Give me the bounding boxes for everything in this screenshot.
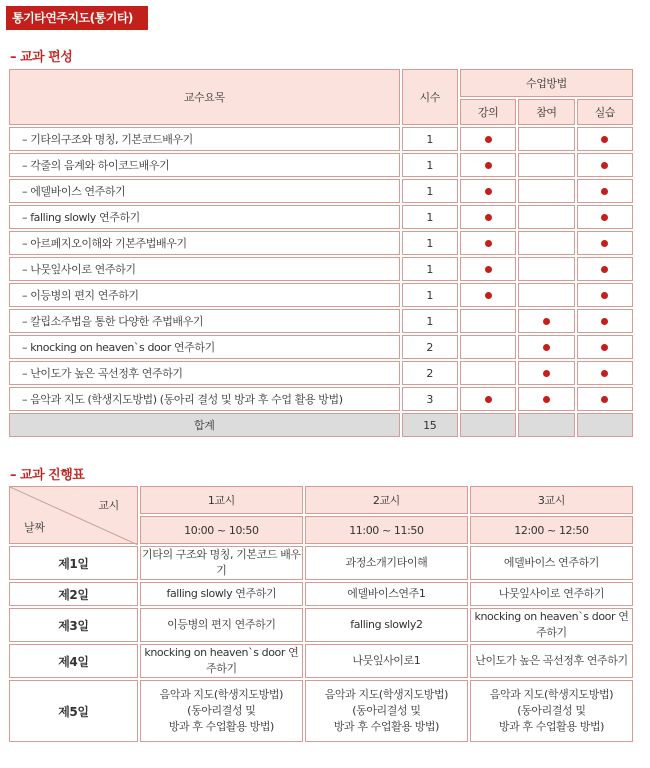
period-2-header: 2교시 xyxy=(305,486,468,514)
practice-cell xyxy=(577,309,633,333)
method-dot-icon xyxy=(601,214,608,221)
method-dot-icon xyxy=(485,188,492,195)
method-dot-icon xyxy=(601,240,608,247)
period-cell-line: (동아리결성 및 xyxy=(187,704,256,717)
lecture-cell xyxy=(460,127,516,151)
period-2-time: 11:00 ~ 11:50 xyxy=(305,516,468,544)
subject-cell: – knocking on heaven`s door 연주하기 xyxy=(9,335,400,359)
schedule-row xyxy=(9,680,633,742)
period-cell: 과정소개기타이해 xyxy=(305,546,468,580)
participation-cell xyxy=(518,257,574,281)
day-label: 제2일 xyxy=(9,582,138,606)
curriculum-row xyxy=(9,205,633,229)
period-cell-line: 음악과 지도(학생지도방법) xyxy=(324,688,449,701)
period-cell: knocking on heaven`s door 연주하기 xyxy=(140,644,303,678)
hours-cell: 1 xyxy=(402,205,458,229)
page-title: 통기타연주지도(통기타) xyxy=(6,6,148,30)
hours-cell: 1 xyxy=(402,231,458,255)
method-dot-icon xyxy=(543,370,550,377)
practice-cell xyxy=(577,283,633,307)
header-practice: 실습 xyxy=(577,99,633,125)
subject-cell: – 난이도가 높은 곡선정후 연주하기 xyxy=(9,361,400,385)
period-cell-line: 방과 후 수업활용 방법) xyxy=(168,720,274,733)
participation-cell xyxy=(518,231,574,255)
period-3-header: 3교시 xyxy=(470,486,633,514)
period-cell: 난이도가 높은 곡선정후 연주하기 xyxy=(470,644,633,678)
participation-cell xyxy=(518,179,574,203)
participation-cell xyxy=(518,127,574,151)
participation-cell xyxy=(518,205,574,229)
subject-cell: – 음악과 지도 (학생지도방법) (동아리 결성 및 방과 후 수업 활용 방법) xyxy=(9,387,400,411)
lecture-cell xyxy=(460,309,516,333)
period-cell-line: 방과 후 수업활용 방법) xyxy=(333,720,439,733)
section-title-schedule: – 교과 진행표 xyxy=(10,468,85,483)
period-1-time: 10:00 ~ 10:50 xyxy=(140,516,303,544)
curriculum-row xyxy=(9,127,633,151)
practice-cell xyxy=(577,127,633,151)
method-dot-icon xyxy=(485,266,492,273)
day-label: 제4일 xyxy=(9,644,138,678)
corner-date-label: 날짜 xyxy=(24,521,45,534)
day-label: 제1일 xyxy=(9,546,138,580)
participation-cell xyxy=(518,309,574,333)
corner-header xyxy=(9,486,138,544)
curriculum-row xyxy=(9,153,633,177)
curriculum-row xyxy=(9,387,633,411)
hours-cell: 1 xyxy=(402,127,458,151)
corner-period-label: 교시 xyxy=(98,499,119,512)
header-subject: 교수요목 xyxy=(9,69,400,125)
method-dot-icon xyxy=(485,396,492,403)
schedule-row xyxy=(9,582,633,606)
lecture-cell xyxy=(460,231,516,255)
practice-cell xyxy=(577,231,633,255)
period-cell-line: (동아리결성 및 xyxy=(517,704,586,717)
practice-cell xyxy=(577,179,633,203)
hours-cell: 2 xyxy=(402,361,458,385)
method-dot-icon xyxy=(601,136,608,143)
header-method: 수업방법 xyxy=(460,69,633,97)
schedule-table xyxy=(7,484,635,744)
lecture-cell xyxy=(460,257,516,281)
lecture-cell xyxy=(460,387,516,411)
total-empty-cell xyxy=(518,413,574,437)
period-cell xyxy=(140,680,303,742)
curriculum-row xyxy=(9,179,633,203)
method-dot-icon xyxy=(485,292,492,299)
hours-cell: 1 xyxy=(402,179,458,203)
day-label: 제5일 xyxy=(9,680,138,742)
method-dot-icon xyxy=(601,162,608,169)
subject-cell: – 나뭇잎사이로 연주하기 xyxy=(9,257,400,281)
total-label: 합계 xyxy=(9,413,400,437)
method-dot-icon xyxy=(601,396,608,403)
method-dot-icon xyxy=(601,370,608,377)
lecture-cell xyxy=(460,283,516,307)
day-label: 제3일 xyxy=(9,608,138,642)
participation-cell xyxy=(518,283,574,307)
period-cell-line: (동아리결성 및 xyxy=(352,704,421,717)
subject-cell: – 기타의구조와 명칭, 기본코드배우기 xyxy=(9,127,400,151)
total-hours: 15 xyxy=(402,413,458,437)
header-participation: 참여 xyxy=(518,99,574,125)
method-dot-icon xyxy=(485,162,492,169)
curriculum-row xyxy=(9,335,633,359)
participation-cell xyxy=(518,361,574,385)
participation-cell xyxy=(518,335,574,359)
hours-cell: 1 xyxy=(402,283,458,307)
period-cell xyxy=(305,680,468,742)
practice-cell xyxy=(577,335,633,359)
hours-cell: 1 xyxy=(402,257,458,281)
lecture-cell xyxy=(460,335,516,359)
total-empty-cell xyxy=(460,413,516,437)
period-cell: 에델바이스연주1 xyxy=(305,582,468,606)
method-dot-icon xyxy=(543,396,550,403)
method-dot-icon xyxy=(485,136,492,143)
participation-cell xyxy=(518,153,574,177)
subject-cell: – 이등병의 편지 연주하기 xyxy=(9,283,400,307)
curriculum-row xyxy=(9,231,633,255)
schedule-row xyxy=(9,644,633,678)
practice-cell xyxy=(577,153,633,177)
method-dot-icon xyxy=(601,292,608,299)
period-cell: falling slowly2 xyxy=(305,608,468,642)
method-dot-icon xyxy=(543,318,550,325)
period-cell xyxy=(470,680,633,742)
period-cell: knocking on heaven`s door 연주하기 xyxy=(470,608,633,642)
curriculum-row xyxy=(9,283,633,307)
period-cell: 나뭇잎사이로 연주하기 xyxy=(470,582,633,606)
schedule-row xyxy=(9,546,633,580)
subject-cell: – 아르페지오이해와 기본주법배우기 xyxy=(9,231,400,255)
period-cell-line: 음악과 지도(학생지도방법) xyxy=(489,688,614,701)
practice-cell xyxy=(577,205,633,229)
period-cell: 에델바이스 연주하기 xyxy=(470,546,633,580)
curriculum-row xyxy=(9,361,633,385)
period-1-header: 1교시 xyxy=(140,486,303,514)
diagonal-line xyxy=(10,487,138,545)
curriculum-table xyxy=(7,67,635,439)
schedule-row xyxy=(9,608,633,642)
subject-cell: – falling slowly 연주하기 xyxy=(9,205,400,229)
method-dot-icon xyxy=(601,318,608,325)
practice-cell xyxy=(577,361,633,385)
method-dot-icon xyxy=(485,214,492,221)
method-dot-icon xyxy=(485,240,492,247)
period-cell: 이등병의 편지 연주하기 xyxy=(140,608,303,642)
curriculum-row xyxy=(9,309,633,333)
curriculum-row xyxy=(9,257,633,281)
method-dot-icon xyxy=(601,188,608,195)
practice-cell xyxy=(577,387,633,411)
period-cell: 나뭇잎사이로1 xyxy=(305,644,468,678)
hours-cell: 1 xyxy=(402,153,458,177)
practice-cell xyxy=(577,257,633,281)
method-dot-icon xyxy=(601,344,608,351)
header-lecture: 강의 xyxy=(460,99,516,125)
method-dot-icon xyxy=(543,344,550,351)
hours-cell: 3 xyxy=(402,387,458,411)
period-cell: falling slowly 연주하기 xyxy=(140,582,303,606)
period-cell: 기타의 구조와 명칭, 기본코드 배우기 xyxy=(140,546,303,580)
section-title-curriculum: – 교과 편성 xyxy=(10,50,73,65)
participation-cell xyxy=(518,387,574,411)
method-dot-icon xyxy=(601,266,608,273)
lecture-cell xyxy=(460,205,516,229)
subject-cell: – 각줄의 음계와 하이코드배우기 xyxy=(9,153,400,177)
period-cell-line: 음악과 지도(학생지도방법) xyxy=(159,688,284,701)
period-3-time: 12:00 ~ 12:50 xyxy=(470,516,633,544)
lecture-cell xyxy=(460,179,516,203)
header-hours: 시수 xyxy=(402,69,458,125)
hours-cell: 1 xyxy=(402,309,458,333)
hours-cell: 2 xyxy=(402,335,458,359)
subject-cell: – 에델바이스 연주하기 xyxy=(9,179,400,203)
total-empty-cell xyxy=(577,413,633,437)
lecture-cell xyxy=(460,361,516,385)
lecture-cell xyxy=(460,153,516,177)
period-cell-line: 방과 후 수업활용 방법) xyxy=(498,720,605,733)
subject-cell: – 칼립소주법을 통한 다양한 주법배우기 xyxy=(9,309,400,333)
